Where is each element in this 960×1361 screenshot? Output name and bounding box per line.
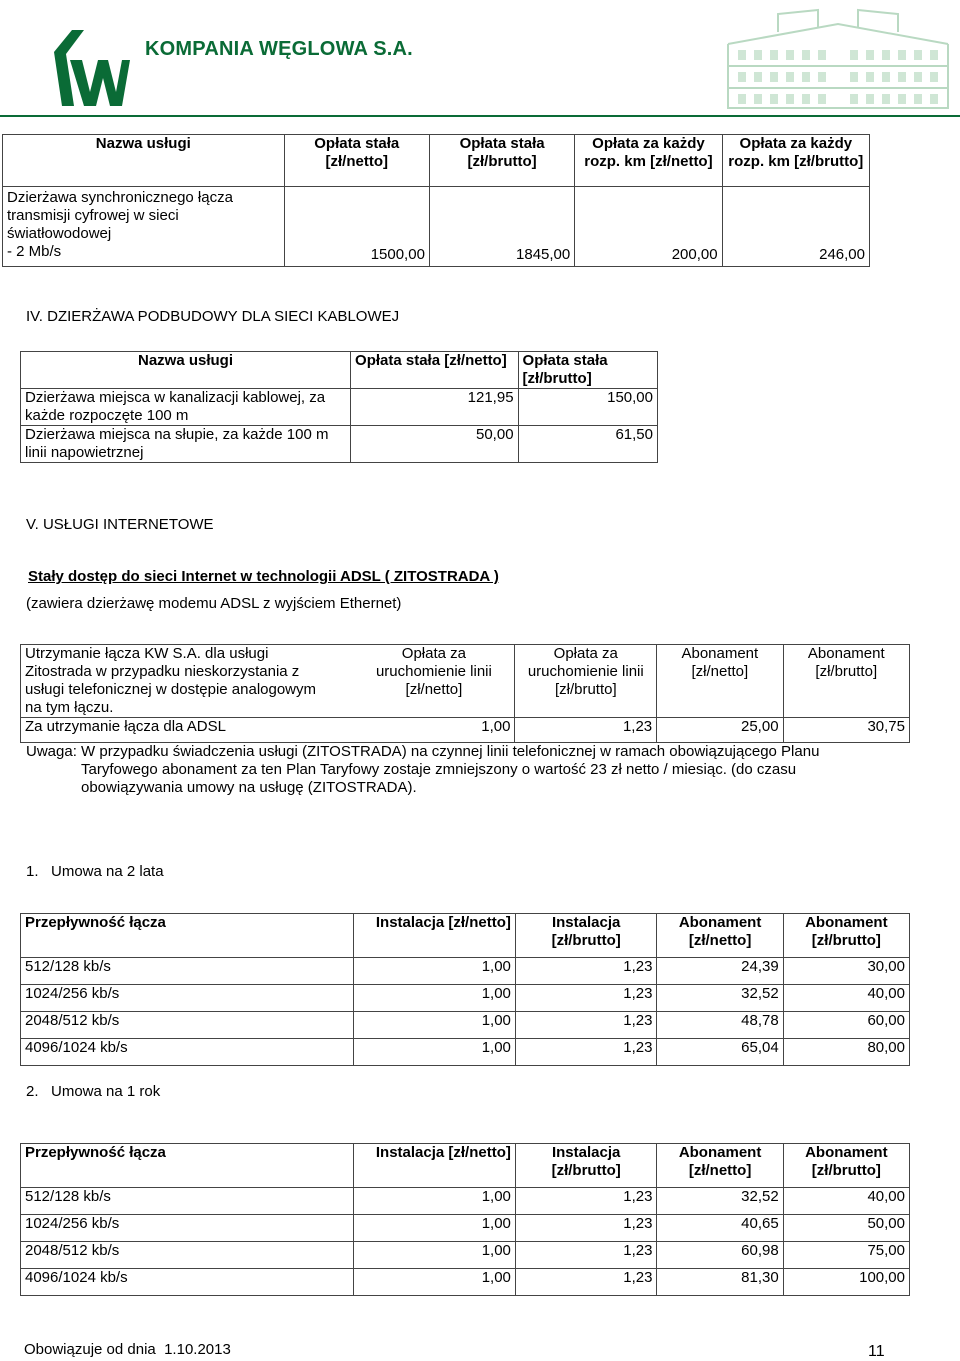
table3-row-subscription-gross: 30,75 bbox=[783, 718, 909, 743]
table-row bbox=[21, 1242, 910, 1269]
table5-r4-install-gross: 1,23 bbox=[515, 1269, 657, 1296]
table4-r1-sub-net: 24,39 bbox=[657, 958, 783, 985]
contract-1y-table bbox=[20, 1143, 910, 1296]
table4-r2-throughput: 1024/256 kb/s bbox=[21, 985, 354, 1012]
table5-r3-throughput: 2048/512 kb/s bbox=[21, 1242, 354, 1269]
table5-header-install-net: Instalacja [zł/netto] bbox=[353, 1144, 515, 1188]
table4-r4-throughput: 4096/1024 kb/s bbox=[21, 1039, 354, 1066]
table5-r2-throughput: 1024/256 kb/s bbox=[21, 1215, 354, 1242]
table4-r2-sub-net: 32,52 bbox=[657, 985, 783, 1012]
table2-header-name: Nazwa usługi bbox=[21, 352, 351, 389]
table4-r2-install-net: 1,00 bbox=[353, 985, 515, 1012]
table1-name-line1: Dzierżawa synchronicznego łącza bbox=[7, 189, 233, 206]
table3-header-activation-net: Opłata za uruchomienie linii [zł/netto] bbox=[353, 645, 515, 718]
table5-r1-sub-net: 32,52 bbox=[657, 1188, 783, 1215]
table4-header-install-gross: Instalacja [zł/brutto] bbox=[515, 914, 657, 958]
table1-fixed-gross: 1845,00 bbox=[429, 187, 574, 267]
table1-header-fixed-gross: Opłata stała [zł/brutto] bbox=[429, 135, 574, 187]
table1-km-gross: 246,00 bbox=[722, 187, 869, 267]
table5-r4-sub-gross: 100,00 bbox=[783, 1269, 909, 1296]
page-number: 11 bbox=[868, 1343, 885, 1360]
table5-header-install-gross: Instalacja [zł/brutto] bbox=[515, 1144, 657, 1188]
table2-row1-name bbox=[21, 389, 351, 426]
table3-row-activation-net: 1,00 bbox=[353, 718, 515, 743]
table-row bbox=[21, 958, 910, 985]
table4-r3-sub-net: 48,78 bbox=[657, 1012, 783, 1039]
table2-row2-name-line1: Dzierżawa miejsca na słupie, za każde 100 m bbox=[25, 426, 329, 443]
table2-row2-gross: 61,50 bbox=[518, 426, 657, 463]
company-logo bbox=[50, 30, 132, 110]
table3-row-activation-gross: 1,23 bbox=[515, 718, 657, 743]
table3-header-name-line1: Utrzymanie łącza KW S.A. dla usługi bbox=[25, 645, 269, 662]
section4-title: IV. DZIERŻAWA PODBUDOWY DLA SIECI KABLOWEJ bbox=[26, 308, 400, 325]
leased-line-table bbox=[2, 134, 870, 267]
table2-row1-net: 121,95 bbox=[351, 389, 519, 426]
table5-r1-install-gross: 1,23 bbox=[515, 1188, 657, 1215]
table1-fixed-net: 1500,00 bbox=[284, 187, 429, 267]
table5-r2-sub-gross: 50,00 bbox=[783, 1215, 909, 1242]
table2-row2-net: 50,00 bbox=[351, 426, 519, 463]
contract-2y-title: 1. Umowa na 2 lata bbox=[26, 863, 164, 880]
table3-header-name-line3: usługi telefonicznej w dostępie analogowym bbox=[25, 681, 317, 698]
substructure-table bbox=[20, 351, 658, 463]
table4-r4-install-net: 1,00 bbox=[353, 1039, 515, 1066]
table3-header-activation-gross: Opłata za uruchomienie linii [zł/brutto] bbox=[515, 645, 657, 718]
building-watermark-icon bbox=[718, 4, 958, 112]
table4-r1-sub-gross: 30,00 bbox=[783, 958, 909, 985]
valid-from: Obowiązuje od dnia 1.10.2013 bbox=[24, 1341, 231, 1358]
table5-r1-throughput: 512/128 kb/s bbox=[21, 1188, 354, 1215]
table4-r3-install-net: 1,00 bbox=[353, 1012, 515, 1039]
table-row bbox=[21, 985, 910, 1012]
adsl-note-line1: Uwaga: W przypadku świadczenia usługi (ZITOSTRADA) na czynnej linii telefonicznej w ramach obowiązującego Planu bbox=[26, 743, 820, 760]
table5-header-sub-gross: Abonament [zł/brutto] bbox=[783, 1144, 909, 1188]
table4-r4-install-gross: 1,23 bbox=[515, 1039, 657, 1066]
table4-r3-throughput: 2048/512 kb/s bbox=[21, 1012, 354, 1039]
table1-header-km-gross: Opłata za każdy rozp. km [zł/brutto] bbox=[722, 135, 869, 187]
table4-r2-install-gross: 1,23 bbox=[515, 985, 657, 1012]
contract-2y-table bbox=[20, 913, 910, 1066]
table4-header-sub-gross: Abonament [zł/brutto] bbox=[783, 914, 909, 958]
table4-r1-throughput: 512/128 kb/s bbox=[21, 958, 354, 985]
table4-header-sub-net: Abonament [zł/netto] bbox=[657, 914, 783, 958]
table3-header-name-line4: na tym łączu. bbox=[25, 699, 114, 716]
table4-header-throughput: Przepływność łącza bbox=[21, 914, 354, 958]
table4-r1-install-net: 1,00 bbox=[353, 958, 515, 985]
table4-r3-sub-gross: 60,00 bbox=[783, 1012, 909, 1039]
table3-header-name bbox=[21, 645, 354, 718]
table5-r3-sub-gross: 75,00 bbox=[783, 1242, 909, 1269]
table2-row1-name-line1: Dzierżawa miejsca w kanalizacji kablowej, za bbox=[25, 389, 326, 406]
table-row bbox=[21, 1039, 910, 1066]
table5-header-throughput: Przepływność łącza bbox=[21, 1144, 354, 1188]
table2-row1-name-line2: każde rozpoczęte 100 m bbox=[25, 407, 189, 424]
table-row bbox=[21, 1188, 910, 1215]
table5-r3-install-gross: 1,23 bbox=[515, 1242, 657, 1269]
page-header bbox=[0, 0, 960, 118]
table4-r4-sub-net: 65,04 bbox=[657, 1039, 783, 1066]
table-row bbox=[21, 1012, 910, 1039]
table2-row2-name bbox=[21, 426, 351, 463]
adsl-table bbox=[20, 644, 910, 743]
table1-header-km-net: Opłata za każdy rozp. km [zł/netto] bbox=[575, 135, 722, 187]
table3-header-subscription-gross: Abonament [zł/brutto] bbox=[783, 645, 909, 718]
table5-r3-sub-net: 60,98 bbox=[657, 1242, 783, 1269]
table2-row2-name-line2: linii napowietrznej bbox=[25, 444, 144, 461]
table-row bbox=[21, 1269, 910, 1296]
table1-header-name: Nazwa usługi bbox=[3, 135, 285, 187]
table5-r2-install-gross: 1,23 bbox=[515, 1215, 657, 1242]
table1-row-name bbox=[3, 187, 285, 267]
table4-r2-sub-gross: 40,00 bbox=[783, 985, 909, 1012]
table1-name-line4: - 2 Mb/s bbox=[7, 243, 62, 260]
table3-header-name-line2: Zitostrada w przypadku nieskorzystania z bbox=[25, 663, 300, 680]
adsl-note-line2: Taryfowego abonament za ten Plan Taryfowy zostaje zmniejszony o wartość 23 zł netto / miesiąc. (do czasu bbox=[81, 761, 797, 778]
company-name: KOMPANIA WĘGLOWA S.A. bbox=[145, 38, 413, 60]
table2-row1-gross: 150,00 bbox=[518, 389, 657, 426]
table2-header-net: Opłata stała [zł/netto] bbox=[351, 352, 519, 389]
table5-r4-install-net: 1,00 bbox=[353, 1269, 515, 1296]
table4-r3-install-gross: 1,23 bbox=[515, 1012, 657, 1039]
table5-r1-install-net: 1,00 bbox=[353, 1188, 515, 1215]
table5-r1-sub-gross: 40,00 bbox=[783, 1188, 909, 1215]
table5-r4-throughput: 4096/1024 kb/s bbox=[21, 1269, 354, 1296]
section5-title: V. USŁUGI INTERNETOWE bbox=[26, 516, 214, 533]
table1-km-net: 200,00 bbox=[575, 187, 722, 267]
table3-row-name: Za utrzymanie łącza dla ADSL bbox=[21, 718, 354, 743]
table4-r1-install-gross: 1,23 bbox=[515, 958, 657, 985]
table5-r4-sub-net: 81,30 bbox=[657, 1269, 783, 1296]
section5-subtitle: Stały dostęp do sieci Internet w technologii ADSL ( ZITOSTRADA ) bbox=[28, 568, 499, 585]
table1-name-line3: światłowodowej bbox=[7, 225, 112, 242]
table1-name-line2: transmisji cyfrowej w sieci bbox=[7, 207, 179, 224]
table5-r3-install-net: 1,00 bbox=[353, 1242, 515, 1269]
table4-header-install-net: Instalacja [zł/netto] bbox=[353, 914, 515, 958]
section5-subnote: (zawiera dzierżawę modemu ADSL z wyjściem Ethernet) bbox=[26, 595, 402, 612]
table-row bbox=[21, 1215, 910, 1242]
adsl-note bbox=[26, 743, 906, 797]
table3-row-subscription-net: 25,00 bbox=[657, 718, 783, 743]
adsl-note-line3: obowiązywania umowy na usługę (ZITOSTRADA). bbox=[81, 779, 417, 796]
table4-r4-sub-gross: 80,00 bbox=[783, 1039, 909, 1066]
table5-r2-install-net: 1,00 bbox=[353, 1215, 515, 1242]
table5-header-sub-net: Abonament [zł/netto] bbox=[657, 1144, 783, 1188]
contract-1y-title: 2. Umowa na 1 rok bbox=[26, 1083, 161, 1100]
table1-header-fixed-net: Opłata stała [zł/netto] bbox=[284, 135, 429, 187]
table5-r2-sub-net: 40,65 bbox=[657, 1215, 783, 1242]
table2-header-gross: Opłata stała [zł/brutto] bbox=[518, 352, 657, 389]
header-divider bbox=[0, 115, 960, 117]
table3-header-subscription-net: Abonament [zł/netto] bbox=[657, 645, 783, 718]
